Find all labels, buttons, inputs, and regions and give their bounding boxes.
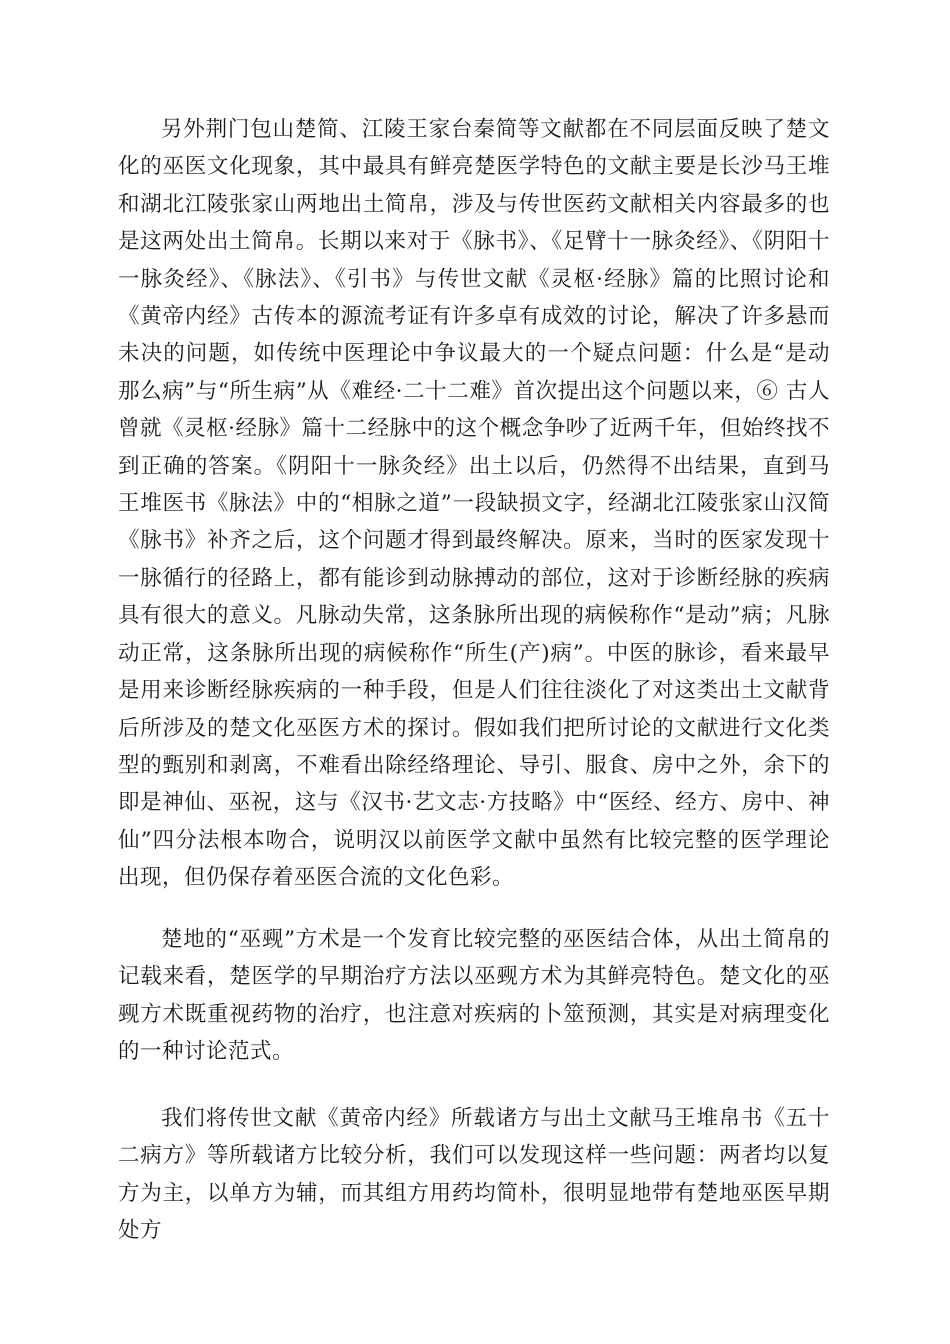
body-paragraph-3: 我们将传世文献《黄帝内经》所载诸方与出土文献马王堆帛书《五十二病方》等所载诸方比较分析，我们可以发现这样一些问题：两者均以复方为主，以单方为辅，而其组方用药均简朴，很明显地带有楚地巫医早期处方 (118, 1106, 830, 1244)
body-paragraph-2: 楚地的“巫觋”方术是一个发育比较完整的巫医结合体，从出土简帛的记载来看，楚医学的早期治疗方法以巫觋方术为其鲜亮特色。楚文化的巫觋方术既重视药物的治疗，也注意对疾病的卜筮预测，其实是对病理变化的一种讨论范式。 (118, 927, 830, 1065)
body-paragraph-1: 另外荆门包山楚简、江陵王家台秦简等文献都在不同层面反映了楚文化的巫医文化现象，其中最具有鲜亮楚医学特色的文献主要是长沙马王堆和湖北江陵张家山两地出土简帛，涉及与传世医药文献相关内容最多的也是这两处出土简帛。长期以来对于《脉书》、《足臂十一脉灸经》、《阴阳十一脉灸经》、《脉法》、《引书》与传世文献《灵枢·经脉》篇的比照讨论和《黄帝内经》古传本的源流考证有许多卓有成效的讨论，解决了许多悬而未决的问题，如传统中医理论中争议最大的一个疑点问题：什么是“是动那么病”与“所生病”从《难经·二十二难》首次提出这个问题以来，⑥ 古人曾就《灵枢·经脉》篇十二经脉中的这个概念争吵了近两千年，但始终找不到正确的答案。《阴阳十一脉灸经》出土以后，仍然得不出结果，直到马王堆医书《脉法》中的“相脉之道”一段缺损文字，经湖北江陵张家山汉简《脉书》补齐之后，这个问题才得到最终解决。原来，当时的医家发现十一脉循行的径路上，都有能诊到动脉搏动的部位，这对于诊断经脉的疾病具有很大的意义。凡脉动失常，这条脉所出现的病候称作“是动”病；凡脉动正常，这条脉所出现的病候称作“所生(产)病”。中医的脉诊，看来最早是用来诊断经脉疾病的一种手段，但是人们往往淡化了对这类出土文献背后所涉及的楚文化巫医方术的探讨。假如我们把所讨论的文献进行文化类型的甄别和剥离，不难看出除经络理论、导引、服食、房中之外，余下的即是神仙、巫祝，这与《汉书·艺文志·方技略》中“医经、经方、房中、神仙”四分法根本吻合，说明汉以前医学文献中虽然有比较完整的医学理论出现，但仍保存着巫医合流的文化色彩。 (118, 117, 830, 891)
